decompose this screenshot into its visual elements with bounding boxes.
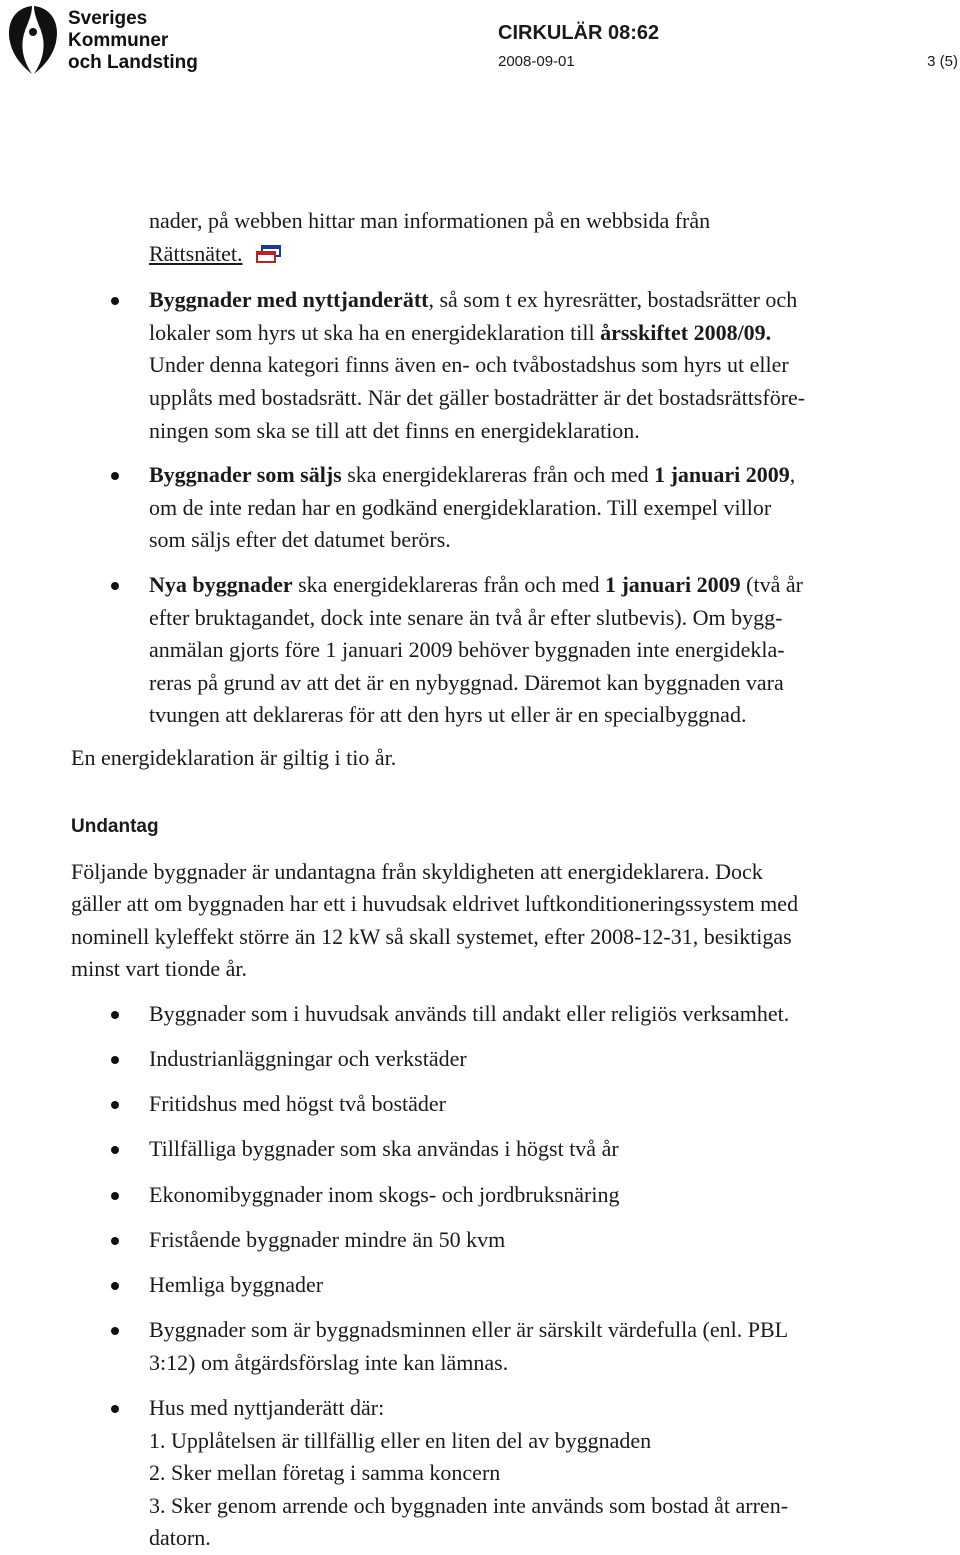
text-span: (två år (740, 571, 803, 597)
list-item (71, 1088, 941, 1121)
undantag-paragraph (71, 856, 941, 986)
text-span: ska energideklareras från och med (292, 571, 605, 597)
bold-term: Byggnader som säljs (149, 462, 342, 488)
text-line: som säljs efter det datumet berörs. (149, 527, 451, 553)
text-span: ska energideklareras från och med (341, 462, 655, 488)
bullet-icon (111, 1146, 119, 1154)
list-item (71, 284, 941, 447)
exception-list (71, 998, 941, 1555)
bullet-icon (111, 1056, 119, 1064)
text-span: , (789, 462, 796, 488)
page-number: 3 (5) (927, 53, 958, 70)
text-line: Byggnader som i huvudsak används till andakt eller religiös verksamhet. (149, 1000, 790, 1026)
logo-line: Sveriges (68, 8, 148, 29)
text-line: Fritidshus med högst två bostäder (149, 1091, 446, 1117)
document-body (71, 205, 941, 1555)
section-heading: Undantag (71, 815, 159, 837)
text-span: , så som t ex hyresrätter, bostadsrätter och (428, 287, 798, 313)
window-link-icon[interactable] (256, 240, 282, 273)
list-item (71, 1392, 941, 1555)
text-line: efter bruktagandet, dock inte senare än två år efter slutbevis). Om bygg- (149, 604, 783, 630)
text-line: Industrianläggningar och verkstäder (149, 1046, 467, 1072)
bullet-icon (111, 1237, 119, 1245)
list-item (71, 1179, 941, 1212)
bold-term: Byggnader med nyttjanderätt (149, 287, 429, 313)
circular-date: 2008-09-01 (498, 53, 575, 70)
text-line: Hus med nyttjanderätt där: (149, 1394, 385, 1420)
list-item (71, 998, 941, 1031)
text-line: Under denna kategori finns även en- och tvåbostadshus som hyrs ut eller (149, 352, 789, 378)
logo-line: och Landsting (68, 52, 198, 73)
bullet-icon (111, 1101, 119, 1109)
text-line: tvungen att deklareras för att den hyrs ut eller är en specialbyggnad. (149, 702, 747, 728)
text-line (149, 459, 941, 492)
text-line: Ekonomibyggnader inom skogs- och jordbruksnäring (149, 1181, 620, 1207)
text-line: Fristående byggnader mindre än 50 kvm (149, 1226, 506, 1252)
text-line: 2. Sker mellan företag i samma koncern (149, 1460, 501, 1486)
text-line: om de inte redan har en godkänd energideklaration. Till exempel villor (149, 494, 772, 520)
validity-paragraph: En energideklaration är giltig i tio år. (71, 744, 397, 770)
text-line: gäller att om byggnaden har ett i huvudsak eldrivet luftkonditioneringssystem med (71, 891, 799, 917)
logo-wordmark (68, 8, 198, 74)
text-span: lokaler som hyrs ut ska ha en energideklaration till (149, 319, 601, 345)
text-line: Tillfälliga byggnader som ska användas i högst två år (149, 1136, 619, 1162)
list-item (71, 459, 941, 557)
bold-term: årsskiftet 2008/09. (600, 319, 772, 345)
text-line: 1. Upplåtelsen är tillfällig eller en liten del av byggnaden (149, 1427, 652, 1453)
text-line (149, 569, 941, 602)
bullet-icon (111, 297, 119, 305)
circular-title: CIRKULÄR 08:62 (498, 22, 660, 44)
text-line: minst vart tionde år. (71, 956, 247, 982)
bullet-icon (111, 1282, 119, 1290)
list-item (71, 1133, 941, 1166)
list-item (71, 1269, 941, 1302)
text-line: Byggnader som är byggnadsminnen eller är särskilt värdefulla (enl. PBL (149, 1317, 789, 1343)
intro-continuation (71, 205, 941, 272)
text-line: Hemliga byggnader (149, 1272, 324, 1297)
bullet-icon (111, 1405, 119, 1413)
bold-term: Nya byggnader (149, 571, 293, 597)
text-line (149, 317, 941, 350)
logo-line: Kommuner (68, 30, 169, 51)
skl-logo-icon (2, 2, 64, 78)
list-item (71, 569, 941, 732)
text-line: nominell kyleffekt större än 12 kW så skall systemet, efter 2008-12-31, besiktigas (71, 923, 792, 949)
text-line: nader, på webben hittar man informationen på en webbsida från (149, 208, 711, 233)
bold-term: 1 januari 2009 (654, 462, 790, 488)
list-item (71, 1224, 941, 1257)
text-line: Följande byggnader är undantagna från skyldigheten att energideklarera. Dock (71, 858, 763, 884)
text-line: reras på grund av att det är en nybyggnad. Däremot kan byggnaden vara (149, 669, 784, 695)
bullet-icon (111, 1327, 119, 1335)
text-line: ningen som ska se till att det finns en energideklaration. (149, 417, 640, 443)
text-line: anmälan gjorts före 1 januari 2009 behöver byggnaden inte energidekla- (149, 637, 785, 663)
rattsnatet-link[interactable]: Rättsnätet. (149, 240, 243, 266)
text-line: upplåts med bostadsrätt. När det gäller bostadrätter är det bostadsrättsföre- (149, 384, 806, 410)
text-line: 3:12) om åtgärdsförslag inte kan lämnas. (149, 1349, 509, 1375)
bullet-icon (111, 472, 119, 480)
text-line: 3. Sker genom arrende och byggnaden inte används som bostad åt arren- (149, 1492, 789, 1518)
bold-term: 1 januari 2009 (604, 571, 741, 597)
text-line (149, 238, 941, 273)
text-line: datorn. (149, 1525, 211, 1551)
skl-logo (0, 0, 200, 80)
bullet-icon (111, 1192, 119, 1200)
text-line (149, 284, 941, 317)
bullet-icon (111, 1011, 119, 1019)
list-item (71, 1043, 941, 1076)
bullet-icon (111, 582, 119, 590)
list-item (71, 1314, 941, 1379)
